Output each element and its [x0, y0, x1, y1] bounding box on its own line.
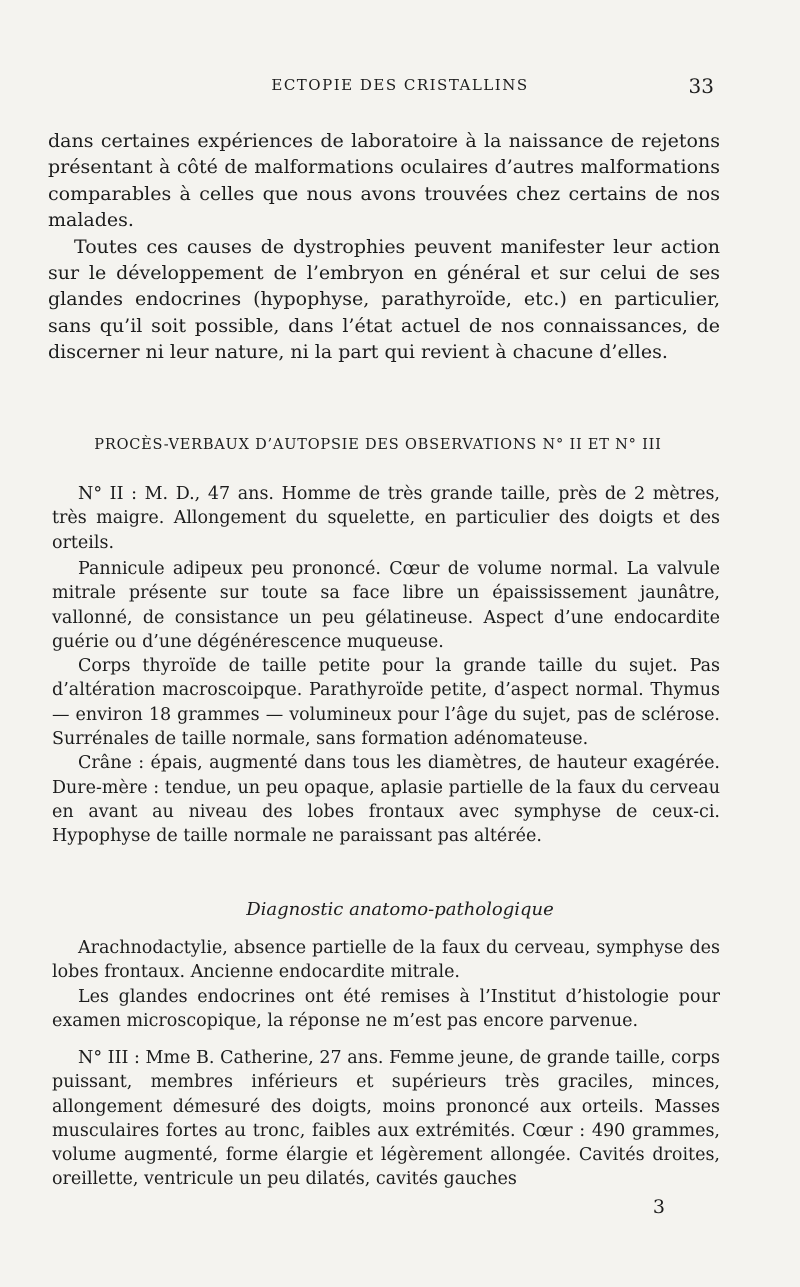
observation-3	[52, 1046, 720, 1192]
observation-2-body	[52, 557, 720, 849]
running-title: ECTOPIE DES CRISTALLINS	[271, 76, 529, 94]
diagnostic-paragraph: Arachnodactylie, absence partielle de la faux du cerveau, symphyse des lobes frontaux. Ancienne endocardite mitrale.	[52, 938, 720, 983]
diagnostic-text	[52, 936, 720, 1033]
running-header	[0, 74, 800, 98]
intro-paragraph: Toutes ces causes de dystrophies peuvent manifester leur action sur le développement de l’embryon en général et sur celui de ses glandes endocrines (hypophyse, parathyroïde, etc.) en particulier, sans qu’il soit possible, dans l’état actuel de nos connaissances, de discerner ni leur nature, ni la part qui revient à chacune d’elles.	[48, 235, 720, 364]
diagnostic-heading: Diagnostic anatomo-pathologique	[246, 899, 554, 920]
page-number: 33	[688, 74, 714, 98]
observation-paragraph: Crâne : épais, augmenté dans tous les diamètres, de hauteur exagérée. Dure-mère : tendue, un peu opaque, aplasie partielle de la faux du cerveau en avant au niveau des lobes frontaux avec symphyse de ceux-ci. Hypophyse de taille normale ne paraissant pas altérée.	[52, 753, 720, 847]
observation-paragraph: Corps thyroïde de taille petite pour la grande taille du sujet. Pas d’altération macroscoipque. Parathyroïde petite, d’aspect normal. Thymus — environ 18 grammes — volumineux pour l’âge du sujet, pas de sclérose. Surrénales de taille normale, sans formation adénomateuse.	[52, 656, 720, 750]
intro-paragraph: dans certaines expériences de laboratoire à la naissance de rejetons présentant à côté de malformations oculaires d’autres malformations comparables à celles que nous avons trouvées chez certains de nos malades.	[48, 130, 720, 232]
observation-paragraph: N° II : M. D., 47 ans. Homme de très grande taille, près de 2 mètres, très maigre. Allongement du squelette, en particulier des doigts et des orteils.	[52, 484, 720, 553]
section-heading: PROCÈS-VERBAUX D’AUTOPSIE DES OBSERVATIONS N° II ET N° III	[94, 437, 662, 453]
diagnostic-paragraph: Les glandes endocrines ont été remises à l’Institut d’histologie pour examen microscopique, la réponse ne m’est pas encore parvenue.	[52, 986, 720, 1031]
intro-text	[48, 128, 720, 366]
signature-mark: 3	[652, 1196, 665, 1218]
observation-paragraph: Pannicule adipeux peu prononcé. Cœur de volume normal. La valvule mitrale présente sur toute sa face libre un épaississement jaunâtre, vallonné, de consistance un peu gélatineuse. Aspect d’une endocardite guérie ou d’une dégénérescence muqueuse.	[52, 559, 720, 652]
observation-2-head	[52, 482, 720, 555]
observation-paragraph: N° III : Mme B. Catherine, 27 ans. Femme jeune, de grande taille, corps puissant, membres inférieurs et supérieurs très graciles, minces, allongement démesuré des doigts, moins prononcé aux orteils. Masses musculaires fortes au tronc, faibles aux extrémités. Cœur : 490 grammes, volume augmenté, forme élargie et légèrement allongée. Cavités droites, oreillette, ventricule un peu dilatés, cavités gauches	[52, 1048, 720, 1190]
